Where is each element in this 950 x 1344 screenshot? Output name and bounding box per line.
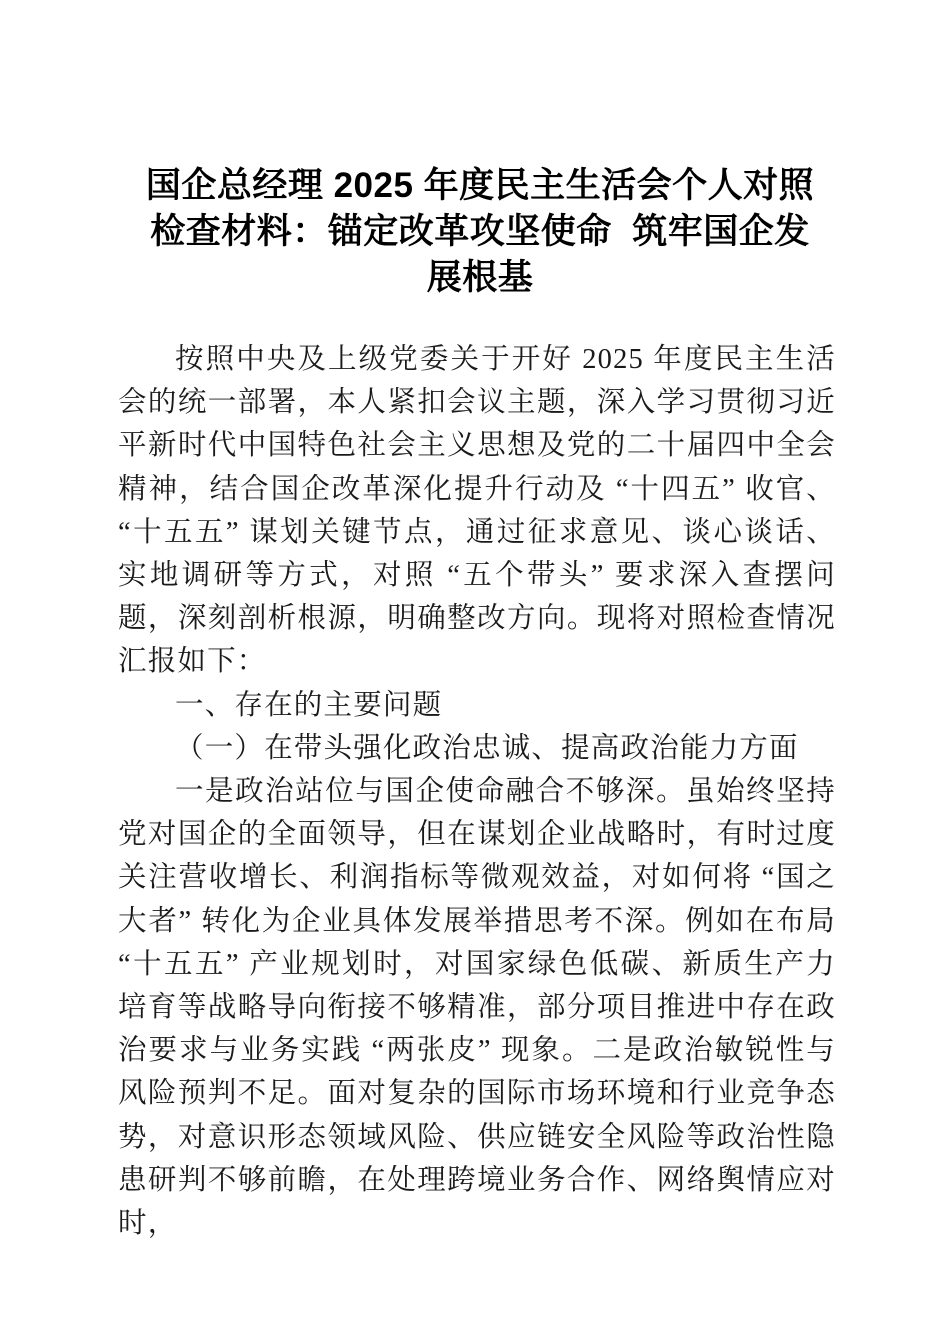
document-title: 国企总经理 2025 年度民主生活会个人对照检查材料：锚定改革攻坚使命 筑牢国企发展根基	[145, 166, 815, 297]
heading-section-one: 一、存在的主要问题	[175, 689, 443, 721]
heading-subsection-one-a: （一）在带头强化政治忠诚、提高政治能力方面	[175, 732, 799, 764]
paragraph-opening: 按照中央及上级党委关于开好 2025 年度民主生活会的统一部署，本人紧扣会议主题，深入学习贯彻习近平新时代中国特色社会主义思想及党的二十届四中全会精神，结合国企改革深化提升行动及 “十四五” 收官、“十五五” 谋划关键节点，通过征求意见、谈心谈话、实地调研等方式，对照 “五个带头” 要求深入查摆问题，深刻剖析根源，明确整改方向。现将对照检查情况汇报如下：	[118, 344, 836, 678]
document-body	[118, 338, 836, 1245]
paragraph-item-one: 一是政治站位与国企使命融合不够深。虽始终坚持党对国企的全面领导，但在谋划企业战略时，有时过度关注营收增长、利润指标等微观效益，对如何将 “国之大者” 转化为企业具体发展举措思考不深。例如在布局 “十五五” 产业规划时，对国家绿色低碳、新质生产力培育等战略导向衔接不够精准，部分项目推进中存在政治要求与业务实践 “两张皮” 现象。二是政治敏锐性与风险预判不足。面对复杂的国际市场环境和行业竞争态势，对意识形态领域风险、供应链安全风险等政治性隐患研判不够前瞻，在处理跨境业务合作、网络舆情应对时，	[118, 776, 836, 1240]
